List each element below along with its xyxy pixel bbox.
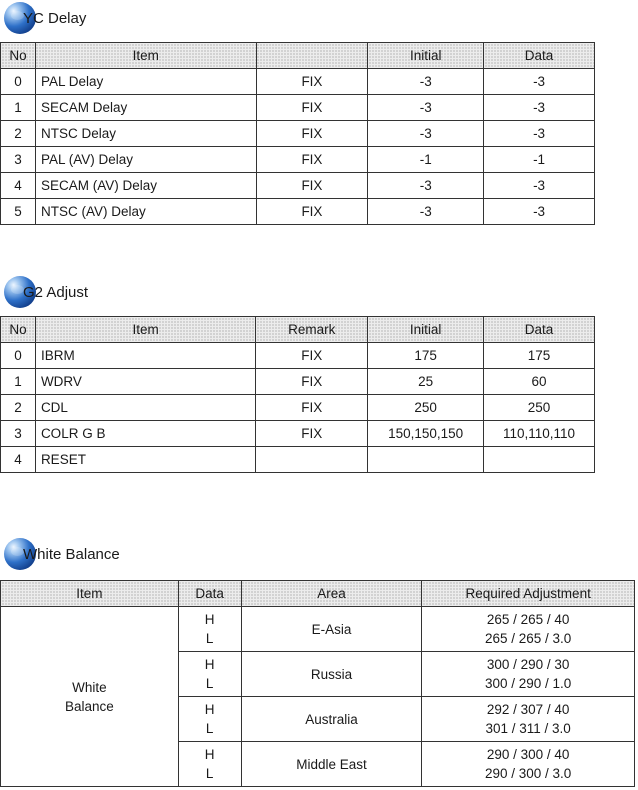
row-no: 3 <box>1 147 36 173</box>
row-initial <box>368 447 484 473</box>
row-item: PAL Delay <box>35 69 256 95</box>
row-item: SECAM Delay <box>35 95 256 121</box>
row-remark: FIX <box>256 121 368 147</box>
data-h: H <box>204 702 215 717</box>
row-remark <box>256 447 368 473</box>
table-header-row <box>1 43 595 69</box>
data-l: L <box>205 631 214 646</box>
adjustment-h: 292 / 307 / 40 <box>486 702 570 717</box>
row-adjustment <box>422 607 635 652</box>
row-initial: -3 <box>368 173 484 199</box>
table-row <box>1 199 595 225</box>
adjustment-h: 290 / 300 / 40 <box>486 747 570 762</box>
adjustment-l: 265 / 265 / 3.0 <box>485 631 572 646</box>
row-area: Russia <box>241 652 422 697</box>
table-row <box>1 95 595 121</box>
row-no: 4 <box>1 447 36 473</box>
header-remark <box>256 43 368 69</box>
table-row <box>1 121 595 147</box>
row-item: SECAM (AV) Delay <box>35 173 256 199</box>
row-no: 2 <box>1 121 36 147</box>
table-row <box>1 421 595 447</box>
header-data: Data <box>178 581 241 607</box>
header-item: Item <box>35 43 256 69</box>
row-area: Middle East <box>241 742 422 787</box>
row-item: PAL (AV) Delay <box>35 147 256 173</box>
row-initial: -3 <box>368 199 484 225</box>
row-data: -3 <box>484 95 595 121</box>
row-initial: -1 <box>368 147 484 173</box>
row-remark: FIX <box>256 147 368 173</box>
header-initial: Initial <box>368 317 484 343</box>
adjustment-h: 300 / 290 / 30 <box>486 657 570 672</box>
table-header-row <box>1 317 595 343</box>
header-item: Item <box>1 581 179 607</box>
header-data: Data <box>484 43 595 69</box>
row-area: E-Asia <box>241 607 422 652</box>
header-item: Item <box>35 317 255 343</box>
table-header-row <box>1 581 635 607</box>
data-h: H <box>204 612 215 627</box>
yc-delay-title: YC Delay <box>23 9 87 27</box>
row-remark: FIX <box>256 173 368 199</box>
data-h: H <box>204 747 215 762</box>
data-h: H <box>204 657 215 672</box>
header-no: No <box>1 43 36 69</box>
row-data: -3 <box>484 121 595 147</box>
row-area: Australia <box>241 697 422 742</box>
table-row <box>1 369 595 395</box>
row-initial: 150,150,150 <box>368 421 484 447</box>
row-data: 175 <box>484 343 595 369</box>
header-initial: Initial <box>368 43 484 69</box>
row-data <box>178 652 241 697</box>
table-row <box>1 173 595 199</box>
table-row <box>1 607 635 652</box>
row-data: -3 <box>484 173 595 199</box>
row-no: 2 <box>1 395 36 421</box>
row-data <box>178 607 241 652</box>
row-item <box>1 607 179 787</box>
row-initial: 175 <box>368 343 484 369</box>
header-area: Area <box>241 581 422 607</box>
header-required-adjustment: Required Adjustment <box>422 581 635 607</box>
yc-delay-heading <box>4 2 86 34</box>
row-initial: -3 <box>368 121 484 147</box>
row-data: 250 <box>484 395 595 421</box>
row-data <box>178 742 241 787</box>
data-l: L <box>205 766 214 781</box>
row-remark: FIX <box>256 395 368 421</box>
row-remark: FIX <box>256 199 368 225</box>
row-item: CDL <box>35 395 255 421</box>
row-data: -3 <box>484 199 595 225</box>
item-line: White <box>72 679 107 695</box>
table-row <box>1 147 595 173</box>
row-remark: FIX <box>256 95 368 121</box>
row-initial: -3 <box>368 69 484 95</box>
table-row <box>1 69 595 95</box>
row-item: NTSC Delay <box>35 121 256 147</box>
white-balance-heading <box>4 538 120 570</box>
white-balance-table <box>0 580 635 787</box>
row-no: 4 <box>1 173 36 199</box>
row-no: 5 <box>1 199 36 225</box>
row-data: 110,110,110 <box>484 421 595 447</box>
data-l: L <box>205 721 214 736</box>
yc-delay-table <box>0 42 595 225</box>
table-row <box>1 343 595 369</box>
table-row <box>1 447 595 473</box>
row-item: RESET <box>35 447 255 473</box>
table-row <box>1 395 595 421</box>
adjustment-h: 265 / 265 / 40 <box>486 612 570 627</box>
row-remark: FIX <box>256 369 368 395</box>
g2-adjust-heading <box>4 276 88 308</box>
adjustment-l: 300 / 290 / 1.0 <box>485 676 572 691</box>
header-remark: Remark <box>256 317 368 343</box>
g2-adjust-table <box>0 316 595 473</box>
row-data: -3 <box>484 69 595 95</box>
row-item: NTSC (AV) Delay <box>35 199 256 225</box>
row-data: -1 <box>484 147 595 173</box>
row-no: 0 <box>1 343 36 369</box>
row-remark: FIX <box>256 69 368 95</box>
row-adjustment <box>422 652 635 697</box>
row-item: COLR G B <box>35 421 255 447</box>
row-adjustment <box>422 742 635 787</box>
row-no: 1 <box>1 95 36 121</box>
row-adjustment <box>422 697 635 742</box>
row-initial: 25 <box>368 369 484 395</box>
row-initial: -3 <box>368 95 484 121</box>
row-remark: FIX <box>256 421 368 447</box>
row-item: IBRM <box>35 343 255 369</box>
adjustment-l: 290 / 300 / 3.0 <box>485 766 572 781</box>
data-l: L <box>205 676 214 691</box>
row-initial: 250 <box>368 395 484 421</box>
row-data: 60 <box>484 369 595 395</box>
item-line: Balance <box>64 698 114 714</box>
row-item: WDRV <box>35 369 255 395</box>
row-no: 3 <box>1 421 36 447</box>
row-no: 1 <box>1 369 36 395</box>
row-data <box>484 447 595 473</box>
row-no: 0 <box>1 69 36 95</box>
adjustment-l: 301 / 311 / 3.0 <box>485 721 571 736</box>
header-data: Data <box>484 317 595 343</box>
g2-adjust-title: G2 Adjust <box>23 283 89 301</box>
row-remark: FIX <box>256 343 368 369</box>
header-no: No <box>1 317 36 343</box>
row-data <box>178 697 241 742</box>
white-balance-title: White Balance <box>23 545 120 563</box>
